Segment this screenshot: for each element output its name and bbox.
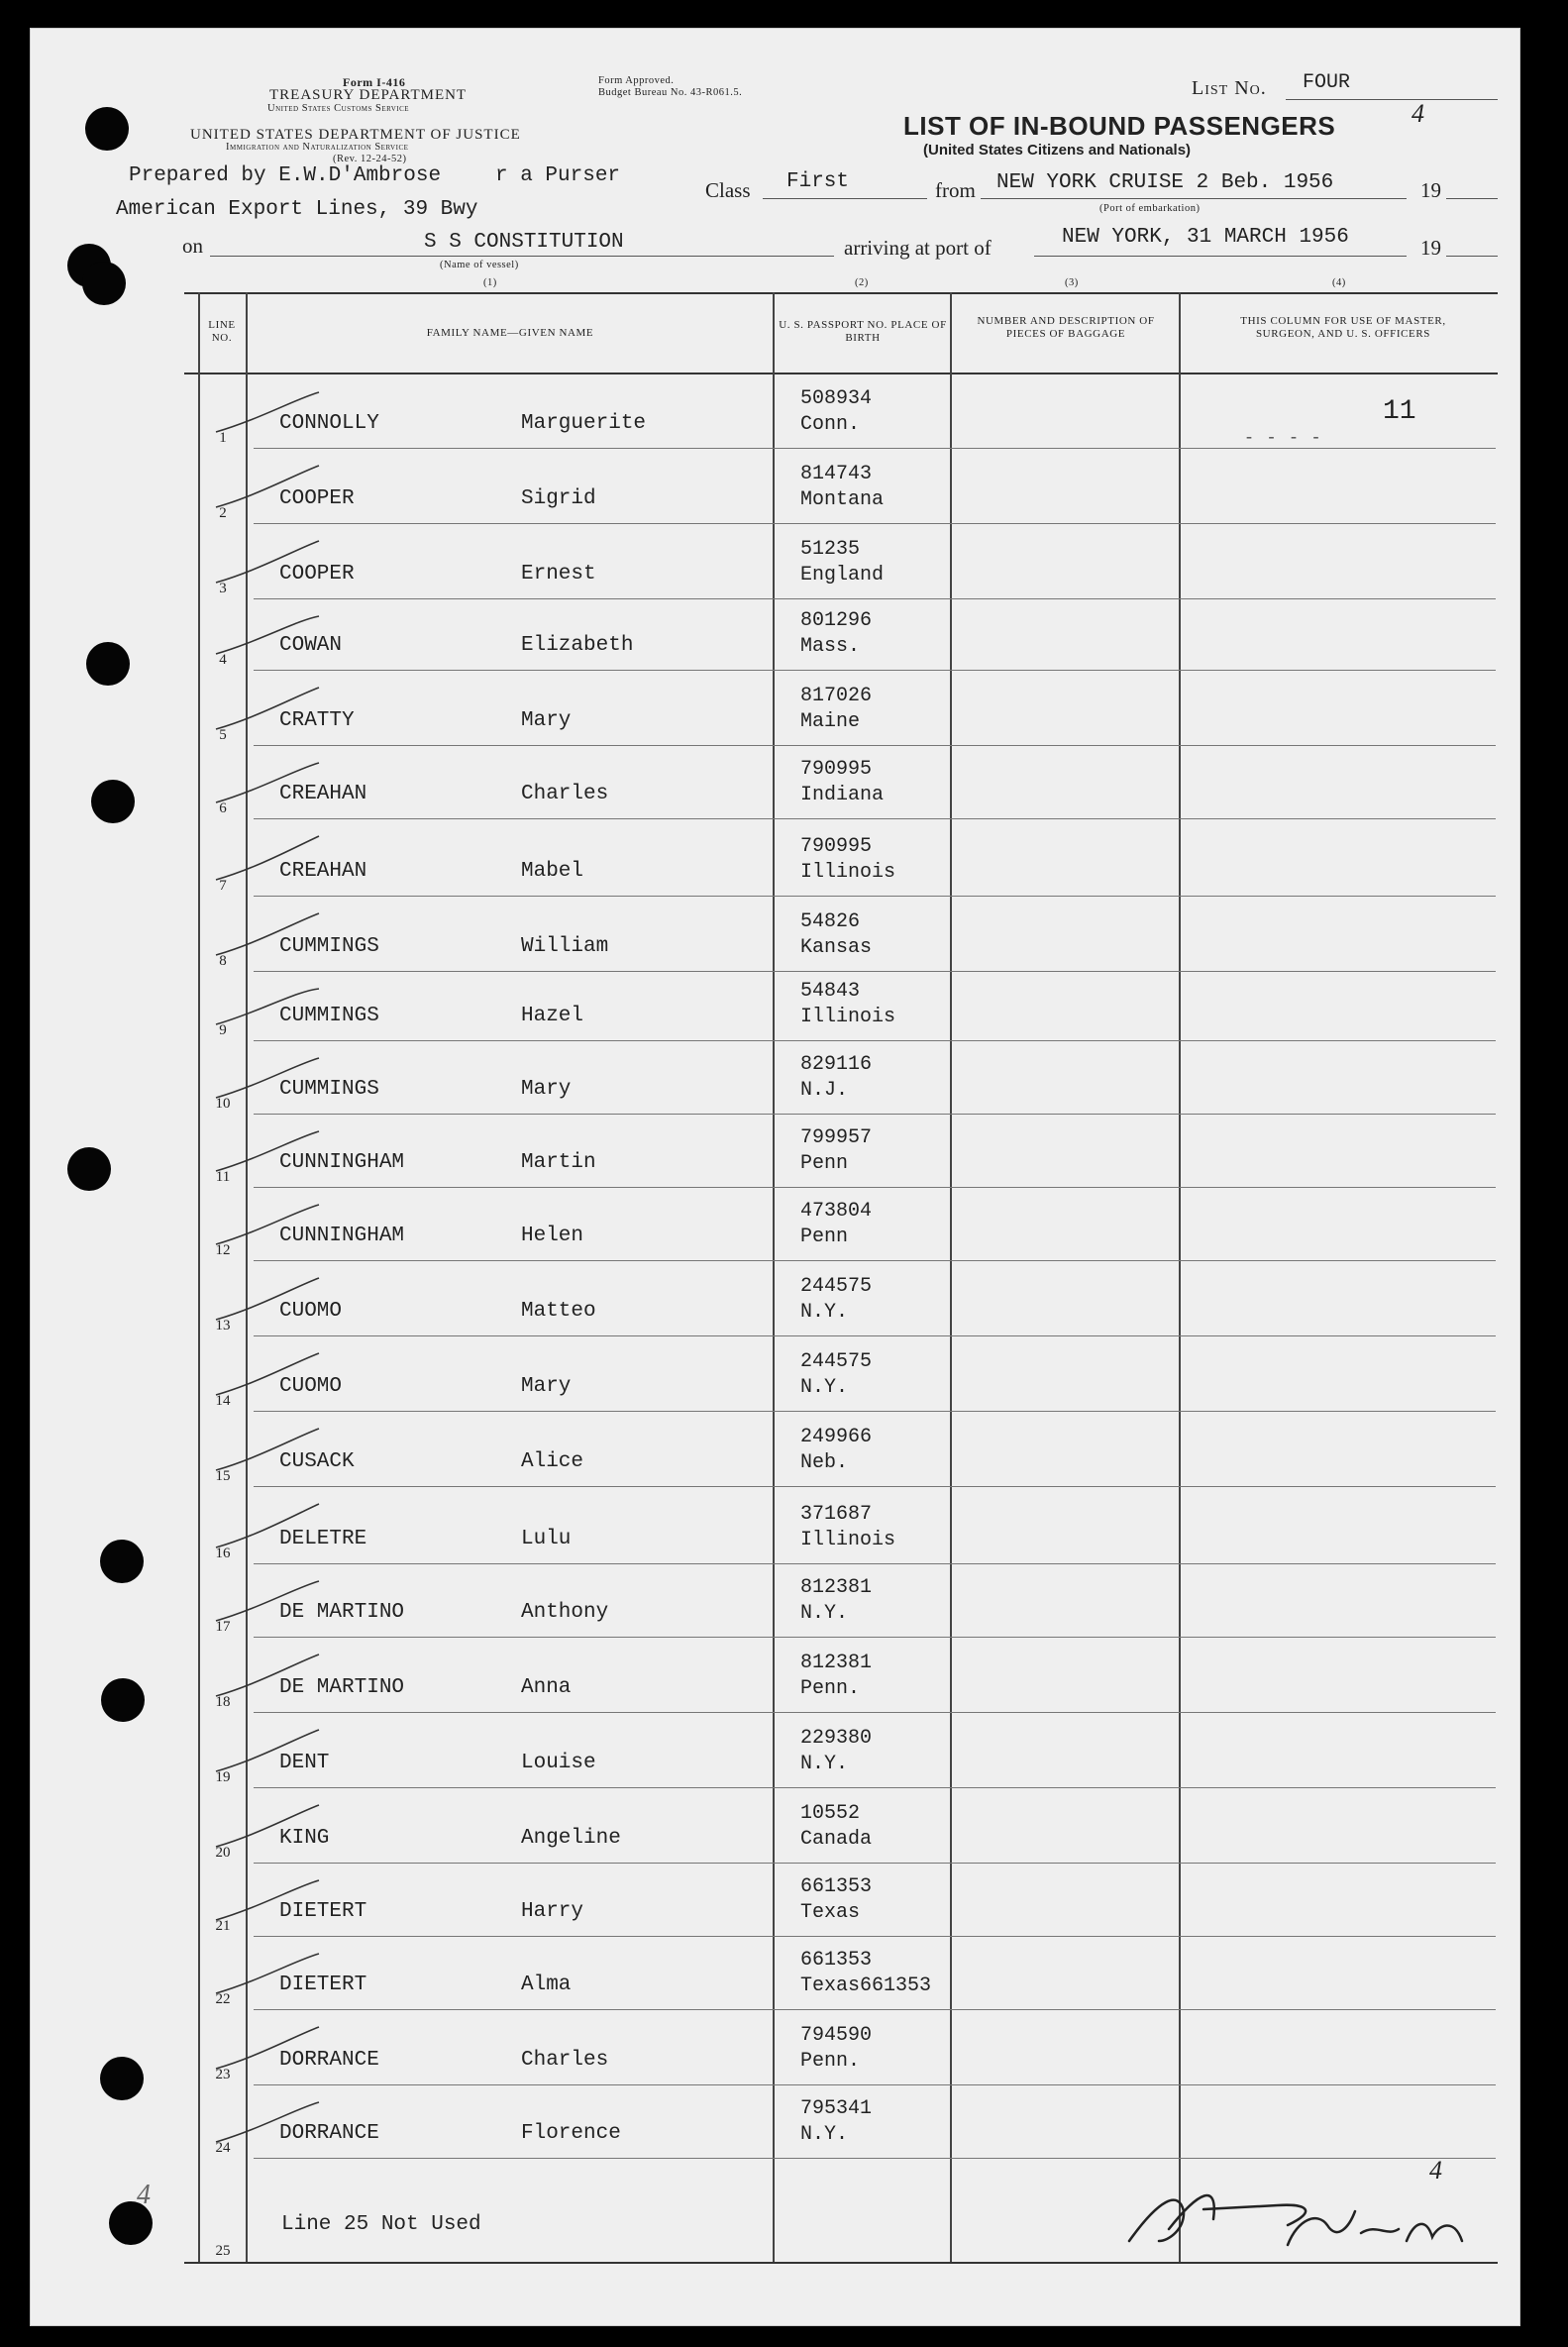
column-2-number: (2): [855, 277, 869, 288]
given-name: William: [521, 935, 609, 958]
line-number: 16: [215, 1546, 231, 1561]
passport-number: 812381: [800, 1652, 873, 1674]
vessel-caption: (Name of vessel): [440, 260, 519, 270]
passport-number: 801296: [800, 609, 873, 632]
passport-number: 799957: [800, 1126, 873, 1149]
place-of-birth: N.Y.: [800, 1753, 849, 1775]
given-name: Harry: [521, 1900, 584, 1923]
line-number: 24: [215, 2140, 231, 2156]
form-title: LIST OF IN-BOUND PASSENGERS: [903, 111, 1336, 141]
family-name: CUNNINGHAM: [279, 1225, 405, 1247]
on-label: on: [182, 234, 203, 258]
place-of-birth: Illinois: [800, 1529, 896, 1551]
given-name: Alice: [521, 1450, 584, 1473]
place-of-birth: Illinois: [800, 1006, 896, 1028]
family-name: DELETRE: [279, 1528, 367, 1550]
place-of-birth: N.Y.: [800, 2123, 849, 2146]
place-of-birth: Neb.: [800, 1451, 849, 1474]
place-of-birth: Mass.: [800, 635, 861, 658]
line-number: 22: [215, 1991, 231, 2007]
given-name: Charles: [521, 2049, 609, 2072]
class-label: Class: [705, 178, 751, 202]
line-number: 14: [215, 1393, 231, 1409]
given-name: Martin: [521, 1151, 596, 1174]
place-of-birth: Canada: [800, 1828, 873, 1851]
family-name: DENT: [279, 1752, 330, 1774]
purser-title: r a Purser: [495, 164, 621, 187]
passport-number: 244575: [800, 1275, 873, 1298]
passport-number: 661353: [800, 1875, 873, 1898]
line-number: 9: [219, 1022, 227, 1038]
place-of-birth: Illinois: [800, 861, 896, 884]
given-name: Anna: [521, 1676, 572, 1699]
passport-number: 54843: [800, 980, 861, 1003]
bottom-left-mark: 4: [137, 2180, 151, 2210]
passport-number: 508934: [800, 387, 873, 410]
family-name: CUOMO: [279, 1375, 343, 1398]
page-number-handwritten: 4: [1411, 99, 1424, 128]
family-name: CUMMINGS: [279, 935, 379, 958]
family-name: CUNNINGHAM: [279, 1151, 405, 1174]
given-name: Mary: [521, 709, 572, 732]
given-name: Sigrid: [521, 487, 596, 510]
place-of-birth: N.Y.: [800, 1376, 849, 1399]
given-name: Florence: [521, 2122, 621, 2145]
class-value: First: [786, 170, 850, 193]
place-of-birth: Indiana: [800, 784, 885, 806]
name-header: FAMILY NAME—GIVEN NAME: [426, 327, 594, 339]
given-name: Lulu: [521, 1528, 572, 1550]
family-name: KING: [279, 1827, 330, 1850]
family-name: CONNOLLY: [279, 412, 379, 435]
line-number-25: 25: [215, 2243, 231, 2259]
place-of-birth: Montana: [800, 488, 885, 511]
port-embarkation-caption: (Port of embarkation): [1099, 203, 1201, 214]
line-number: 4: [219, 652, 227, 668]
list-no-label: List No.: [1192, 77, 1267, 99]
passport-number: 10552: [800, 1802, 861, 1825]
given-name: Mary: [521, 1375, 572, 1398]
passport-header: U. S. PASSPORT NO. PLACE OF BIRTH: [779, 319, 947, 344]
form-revision: (Rev. 12-24-52): [333, 154, 407, 164]
given-name: Matteo: [521, 1300, 596, 1323]
given-name: Anthony: [521, 1601, 609, 1624]
passport-number: 661353: [800, 1949, 873, 1972]
prepared-by: Prepared by E.W.D'Ambrose: [129, 164, 442, 187]
family-name: CUSACK: [279, 1450, 355, 1473]
officer-dashes: - - - -: [1246, 426, 1325, 446]
immigration-service: Immigration and Naturalization Service: [226, 142, 409, 153]
line-number: 13: [215, 1318, 231, 1334]
place-of-birth: N.J.: [800, 1079, 849, 1102]
family-name: COWAN: [279, 634, 343, 657]
year-prefix: 19: [1420, 178, 1441, 202]
passport-number: 817026: [800, 685, 873, 707]
form-approval: Form Approved.: [598, 75, 675, 86]
family-name: CUMMINGS: [279, 1078, 379, 1101]
passport-number: 794590: [800, 2024, 873, 2047]
customs-service: United States Customs Service: [267, 103, 410, 114]
passport-number: 473804: [800, 1200, 873, 1223]
from-label: from: [935, 178, 976, 202]
line-no-header: LINE NO.: [208, 319, 236, 344]
family-name: DIETERT: [279, 1974, 367, 1996]
line-number: 15: [215, 1468, 231, 1484]
budget-bureau: Budget Bureau No. 43-R061.5.: [598, 87, 743, 98]
line-number: 12: [215, 1242, 231, 1258]
treasury-dept: TREASURY DEPARTMENT: [269, 87, 468, 103]
year-prefix-2: 19: [1420, 236, 1441, 260]
family-name: DE MARTINO: [279, 1676, 405, 1699]
line-number: 3: [219, 581, 227, 596]
passport-number: 54826: [800, 910, 861, 933]
family-name: CUMMINGS: [279, 1005, 379, 1027]
column-4-number: (4): [1332, 277, 1346, 288]
place-of-birth: N.Y.: [800, 1301, 849, 1324]
family-name: COOPER: [279, 487, 355, 510]
passport-number: 790995: [800, 835, 873, 858]
place-of-birth: Maine: [800, 710, 861, 733]
officer-count: 11: [1383, 396, 1416, 427]
arrival-port-value: NEW YORK, 31 MARCH 1956: [1062, 226, 1349, 249]
place-of-birth: Penn: [800, 1226, 849, 1248]
family-name: CREAHAN: [279, 783, 367, 805]
passport-number: 795341: [800, 2097, 873, 2120]
line-number: 21: [215, 1918, 231, 1934]
column-3-number: (3): [1065, 277, 1079, 288]
place-of-birth: N.Y.: [800, 1602, 849, 1625]
passport-number: 812381: [800, 1576, 873, 1599]
place-of-birth: Texas661353: [800, 1974, 932, 1997]
given-name: Angeline: [521, 1827, 621, 1850]
place-of-birth: Texas: [800, 1901, 861, 1924]
line-number: 8: [219, 953, 227, 969]
given-name: Hazel: [521, 1005, 584, 1027]
justice-dept: UNITED STATES DEPARTMENT OF JUSTICE: [190, 127, 521, 143]
baggage-header: NUMBER AND DESCRIPTION OF PIECES OF BAGGAGE: [977, 315, 1155, 340]
family-name: DIETERT: [279, 1900, 367, 1923]
passport-number: 249966: [800, 1426, 873, 1448]
family-name: CRATTY: [279, 709, 355, 732]
place-of-birth: Kansas: [800, 936, 873, 959]
given-name: Louise: [521, 1752, 596, 1774]
line-number: 17: [215, 1619, 231, 1635]
line-number: 6: [219, 800, 227, 816]
line-number: 20: [215, 1845, 231, 1861]
vessel-name: S S CONSTITUTION: [424, 231, 624, 254]
line-number: 10: [215, 1096, 231, 1112]
passport-number: 814743: [800, 463, 873, 485]
embarkation-value: NEW YORK CRUISE 2 Beb. 1956: [996, 171, 1334, 194]
line-number: 18: [215, 1694, 231, 1710]
officers-header: THIS COLUMN FOR USE OF MASTER, SURGEON, AND U. S. OFFICERS: [1240, 315, 1446, 340]
place-of-birth: England: [800, 564, 885, 587]
line-number: 19: [215, 1769, 231, 1785]
passport-number: 371687: [800, 1503, 873, 1526]
family-name: CREAHAN: [279, 860, 367, 883]
form-number: Form I-416: [343, 75, 406, 89]
family-name: DE MARTINO: [279, 1601, 405, 1624]
given-name: Mabel: [521, 860, 584, 883]
form-subtitle: (United States Citizens and Nationals): [923, 142, 1192, 159]
shipping-company: American Export Lines, 39 Bwy: [116, 198, 478, 221]
line-number: 2: [219, 505, 227, 521]
given-name: Charles: [521, 783, 609, 805]
line-number: 1: [219, 430, 227, 446]
given-name: Marguerite: [521, 412, 647, 435]
family-name: DORRANCE: [279, 2049, 379, 2072]
passport-number: 244575: [800, 1350, 873, 1373]
line-number: 5: [219, 727, 227, 743]
place-of-birth: Penn.: [800, 1677, 861, 1700]
list-no-value: FOUR: [1303, 71, 1351, 94]
place-of-birth: Penn.: [800, 2050, 861, 2073]
line-25-note: Line 25 Not Used: [281, 2213, 481, 2236]
given-name: Ernest: [521, 563, 596, 586]
line-number: 23: [215, 2067, 231, 2082]
line-number: 11: [215, 1169, 231, 1185]
given-name: Mary: [521, 1078, 572, 1101]
passport-number: 829116: [800, 1053, 873, 1076]
family-name: CUOMO: [279, 1300, 343, 1323]
given-name: Alma: [521, 1974, 572, 1996]
column-1-number: (1): [483, 277, 497, 288]
given-name: Elizabeth: [521, 634, 634, 657]
passport-number: 229380: [800, 1727, 873, 1750]
place-of-birth: Conn.: [800, 413, 861, 436]
signature-page-mark: 4: [1429, 2156, 1442, 2185]
passport-number: 790995: [800, 758, 873, 781]
family-name: DORRANCE: [279, 2122, 379, 2145]
line-number: 7: [219, 878, 227, 894]
given-name: Helen: [521, 1225, 584, 1247]
arriving-label: arriving at port of: [844, 236, 992, 260]
passport-number: 51235: [800, 538, 861, 561]
family-name: COOPER: [279, 563, 355, 586]
place-of-birth: Penn: [800, 1152, 849, 1175]
